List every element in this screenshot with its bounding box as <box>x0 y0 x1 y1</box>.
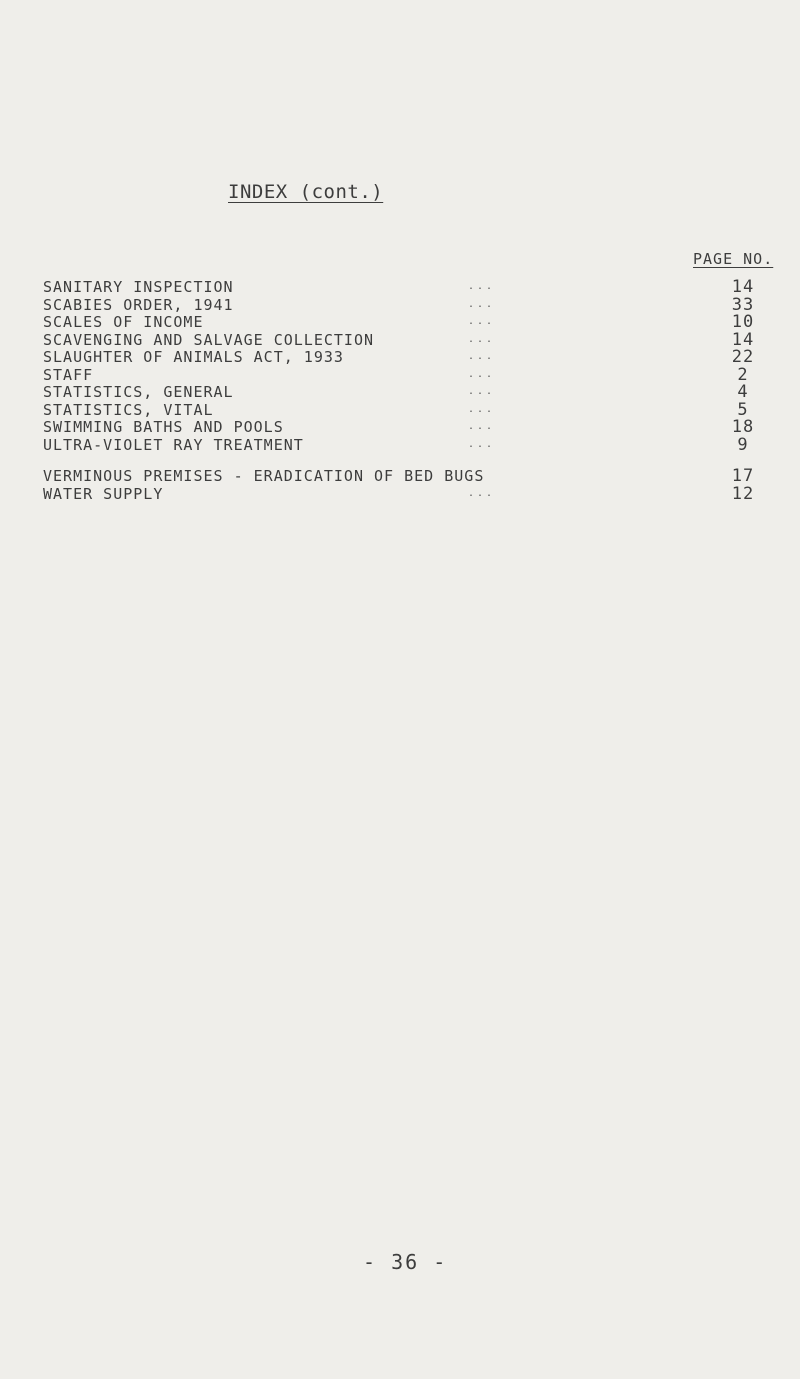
entry-leader-dots: ... <box>468 333 496 345</box>
entry-label: VERMINOUS PREMISES - ERADICATION OF BED BUGS <box>43 467 485 485</box>
entry-page-number: 2 <box>737 364 749 385</box>
entry-label: SCAVENGING AND SALVAGE COLLECTION <box>43 330 375 349</box>
entry-label: SCALES OF INCOME <box>43 313 204 331</box>
index-entry <box>43 314 773 332</box>
entry-leader-dots: ... <box>468 298 496 310</box>
entry-label: STATISTICS, VITAL <box>43 400 214 419</box>
index-entries <box>43 279 773 503</box>
entry-page-number: 4 <box>737 382 749 402</box>
entry-page-number: 10 <box>731 312 755 332</box>
index-entry <box>43 399 773 420</box>
index-entry <box>43 384 773 402</box>
entry-leader-dots: ... <box>468 438 496 450</box>
entry-label: STATISTICS, GENERAL <box>43 383 234 401</box>
entry-page-number: 12 <box>731 483 755 504</box>
index-entry <box>43 419 773 437</box>
entry-page-number: 33 <box>731 294 755 315</box>
section-gap <box>43 454 773 468</box>
entry-leader-dots: ... <box>468 316 496 327</box>
entry-label: STAFF <box>43 365 94 384</box>
entry-leader-dots: ... <box>468 368 496 380</box>
entry-label: SANITARY INSPECTION <box>43 278 234 296</box>
index-entry <box>43 483 773 504</box>
entry-page-number: 18 <box>731 417 755 437</box>
entry-label: WATER SUPPLY <box>43 484 164 503</box>
index-entry <box>43 349 773 367</box>
entry-leader-dots: ... <box>468 421 496 432</box>
entry-page-number: 9 <box>737 434 749 455</box>
entry-leader-dots: ... <box>468 386 496 397</box>
footer-page-number: - 36 - <box>363 1250 448 1274</box>
entry-label: SWIMMING BATHS AND POOLS <box>43 418 284 436</box>
index-title: INDEX (cont.) <box>228 181 384 203</box>
index-entry <box>43 434 773 455</box>
entry-page-number: 14 <box>731 329 755 350</box>
entry-page-number: 5 <box>737 399 749 420</box>
entry-leader-dots: ... <box>468 351 496 362</box>
entry-leader-dots: ... <box>468 487 496 499</box>
index-entry <box>43 279 773 297</box>
entry-page-number: 22 <box>731 347 755 367</box>
entry-label: SLAUGHTER OF ANIMALS ACT, 1933 <box>43 348 344 366</box>
index-entry <box>43 294 773 315</box>
index-entry <box>43 468 773 486</box>
entry-label: ULTRA-VIOLET RAY TREATMENT <box>43 435 304 454</box>
entry-page-number: 14 <box>731 277 755 297</box>
page-number-column-header: PAGE NO. <box>693 250 774 268</box>
entry-leader-dots: ... <box>468 281 496 292</box>
index-entry <box>43 364 773 385</box>
entry-page-number: 17 <box>731 466 755 486</box>
entry-leader-dots: ... <box>468 403 496 415</box>
entry-label: SCABIES ORDER, 1941 <box>43 295 234 314</box>
index-entry <box>43 329 773 350</box>
